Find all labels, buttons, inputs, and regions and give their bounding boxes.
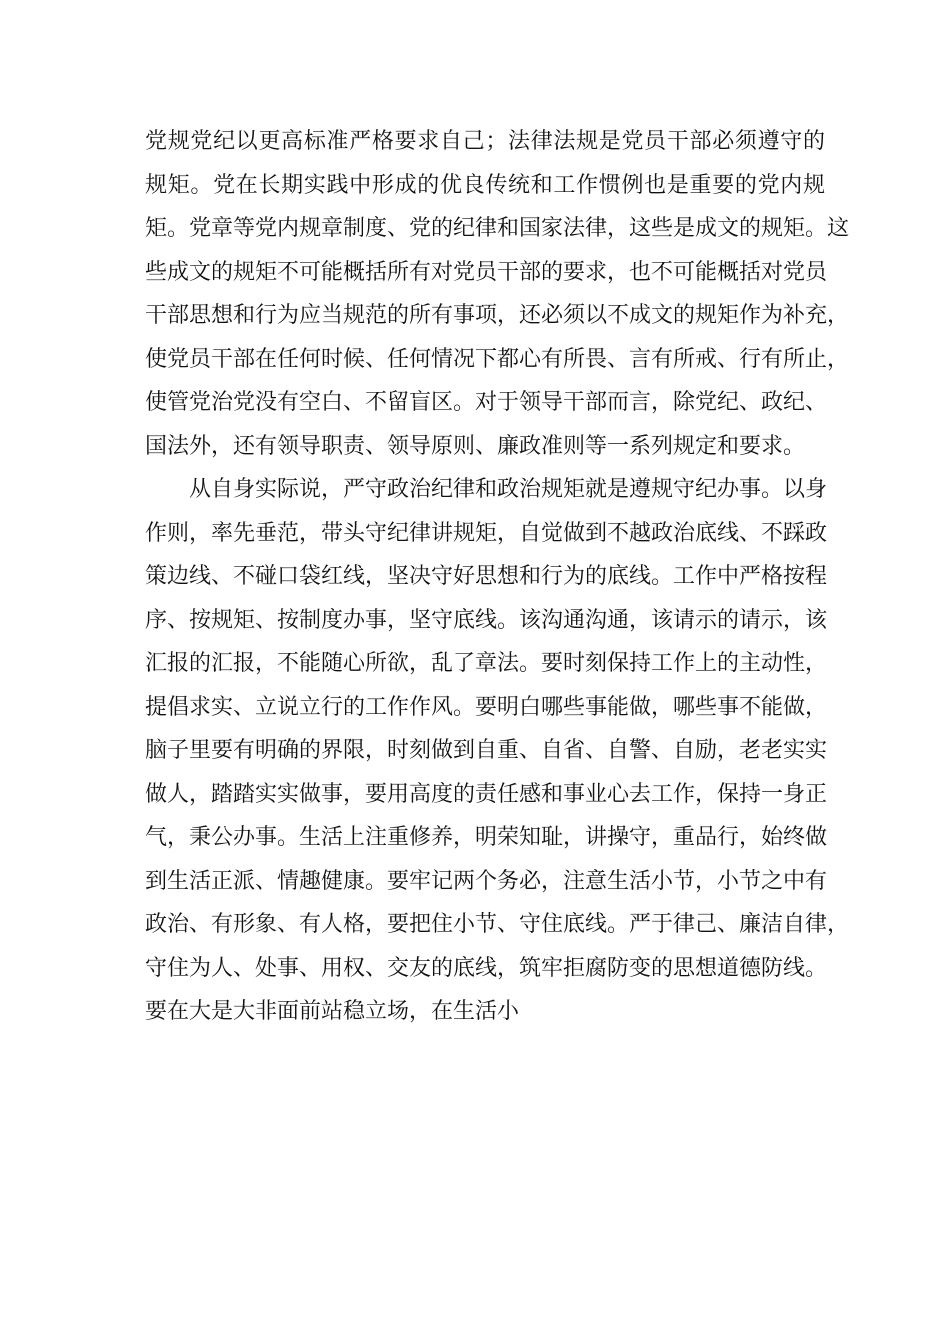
text-line: 党规党纪以更高标准严格要求自己；法律法规是党员干部必须遵守的 (145, 129, 825, 154)
text-line: 从自身实际说，严守政治纪律和政治规矩就是遵规守纪办事。以身 (189, 477, 828, 502)
text-line: 矩。党章等党内规章制度、党的纪律和国家法律，这些是成文的规矩。这 (145, 216, 850, 241)
text-line: 汇报的汇报，不能随心所欲，乱了章法。要时刻保持工作上的主动性， (145, 651, 828, 676)
text-line: 要在大是大非面前站稳立场，在生活小 (145, 999, 520, 1024)
paragraph (145, 468, 850, 1034)
text-line: 些成文的规矩不可能概括所有对党员干部的要求，也不可能概括对党员 (145, 259, 828, 285)
paragraph (145, 120, 850, 468)
text-line: 使管党治党没有空白、不留盲区。对于领导干部而言，除党纪、政纪、 (145, 390, 828, 415)
text-line: 做人，踏踏实实做事，要用高度的责任感和事业心去工作，保持一身正 (145, 781, 828, 807)
text-line: 脑子里要有明确的界限，时刻做到自重、自省、自警、自励，老老实实 (145, 738, 828, 763)
text-line: 使党员干部在任何时候、任何情况下都心有所畏、言有所戒、行有所止， (145, 346, 850, 372)
text-line: 政治、有形象、有人格，要把住小节、守住底线。严于律己、廉洁自律， (145, 912, 850, 937)
text-line: 守住为人、处事、用权、交友的底线，筑牢拒腐防变的思想道德防线。 (145, 955, 828, 981)
text-line: 提倡求实、立说立行的工作作风。要明白哪些事能做，哪些事不能做， (145, 694, 828, 720)
text-line: 策边线、不碰口袋红线，坚决守好思想和行为的底线。工作中严格按程 (145, 564, 828, 589)
document-body (145, 120, 850, 1034)
text-line: 规矩。党在长期实践中形成的优良传统和工作惯例也是重要的党内规 (145, 172, 825, 198)
text-line: 干部思想和行为应当规范的所有事项，还必须以不成文的规矩作为补充， (145, 303, 850, 328)
text-line: 气，秉公办事。生活上注重修养，明荣知耻，讲操守，重品行，始终做 (145, 825, 828, 850)
text-line: 序、按规矩、按制度办事，坚守底线。该沟通沟通，该请示的请示，该 (145, 607, 828, 633)
text-line: 到生活正派、情趣健康。要牢记两个务必，注意生活小节，小节之中有 (145, 868, 828, 894)
text-line: 作则，率先垂范，带头守纪律讲规矩，自觉做到不越政治底线、不踩政 (145, 520, 828, 546)
text-line: 国法外，还有领导职责、领导原则、廉政准则等一系列规定和要求。 (145, 433, 806, 459)
